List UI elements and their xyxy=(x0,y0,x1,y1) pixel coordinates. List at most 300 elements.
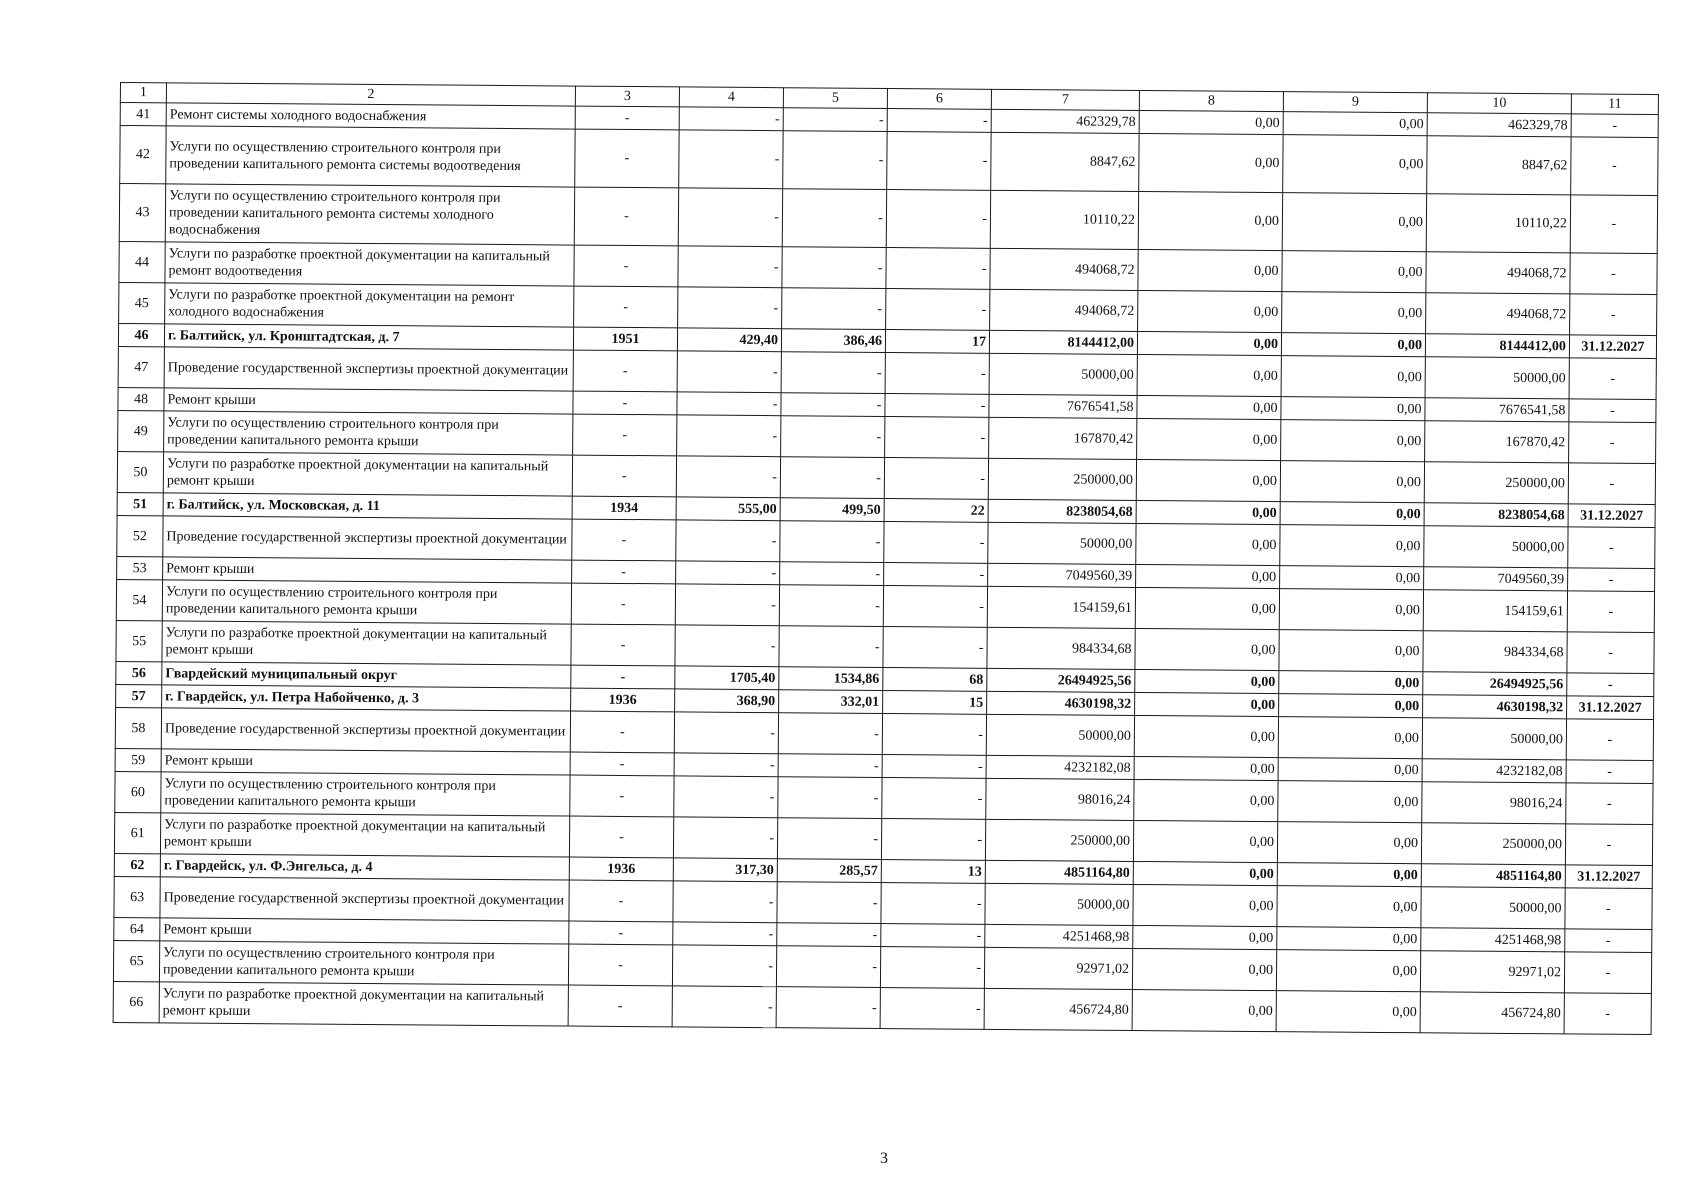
cost-owners-cell: 250000,00 xyxy=(1421,823,1565,865)
deadline-cell: - xyxy=(1569,399,1656,423)
year-cell: - xyxy=(570,775,674,817)
residents-cell: - xyxy=(886,248,990,290)
year-cell: - xyxy=(574,245,678,287)
deadline-cell: - xyxy=(1571,137,1658,196)
cost-fund-cell: 0,00 xyxy=(1136,500,1280,524)
header-cell: 10 xyxy=(1427,93,1571,114)
area-living-cell: - xyxy=(783,131,887,190)
residents-cell: 68 xyxy=(883,668,987,692)
cost-owners-cell: 494068,72 xyxy=(1426,252,1570,294)
cost-fund-cell: 0,00 xyxy=(1137,395,1281,419)
row-number-cell: 61 xyxy=(114,812,160,853)
cost-budget-cell: 0,00 xyxy=(1277,863,1421,887)
area-living-cell: 499,50 xyxy=(780,498,884,522)
area-total-cell: - xyxy=(675,625,779,667)
area-total-cell: - xyxy=(676,520,780,562)
cost-owners-cell: 50000,00 xyxy=(1424,526,1568,568)
cost-fund-cell: 0,00 xyxy=(1137,331,1281,355)
cost-total-cell: 7676541,58 xyxy=(989,394,1137,418)
area-total-cell: - xyxy=(673,881,777,923)
row-number-cell: 52 xyxy=(117,515,163,556)
area-total-cell: - xyxy=(679,107,783,131)
cost-fund-cell: 0,00 xyxy=(1132,948,1276,990)
year-cell: 1934 xyxy=(572,496,676,520)
cost-owners-cell: 462329,78 xyxy=(1427,113,1571,137)
cost-total-cell: 92971,02 xyxy=(984,947,1132,989)
residents-cell: - xyxy=(882,778,986,820)
area-living-cell: - xyxy=(782,247,886,289)
deadline-cell: - xyxy=(1565,888,1652,930)
residents-cell: - xyxy=(884,522,988,564)
cost-owners-cell: 8238054,68 xyxy=(1424,503,1568,527)
cost-total-cell: 494068,72 xyxy=(990,289,1138,331)
cost-owners-cell: 98016,24 xyxy=(1422,782,1566,824)
work-name-cell: Ремонт системы холодного водоснабжения xyxy=(166,103,575,129)
area-living-cell: - xyxy=(776,987,880,1029)
cost-budget-cell: 0,00 xyxy=(1279,694,1423,718)
residents-cell: - xyxy=(885,353,989,395)
header-cell: 9 xyxy=(1283,92,1427,113)
residents-cell: - xyxy=(882,755,986,779)
area-living-cell: - xyxy=(781,393,885,417)
work-name-cell: Услуги по разработке проектной документации на капитальный ремонт крыши xyxy=(160,813,569,857)
cost-total-cell: 50000,00 xyxy=(988,522,1136,564)
area-total-cell: - xyxy=(675,584,779,626)
area-total-cell: - xyxy=(674,776,778,818)
row-number-cell: 57 xyxy=(116,684,162,707)
area-total-cell: - xyxy=(673,817,777,859)
cost-fund-cell: 0,00 xyxy=(1135,628,1279,670)
cost-fund-cell: 0,00 xyxy=(1137,418,1281,460)
cost-fund-cell: 0,00 xyxy=(1132,989,1276,1031)
area-living-cell: 285,57 xyxy=(777,859,881,883)
area-living-cell: 1534,86 xyxy=(779,667,883,691)
work-name-cell: г. Гвардейск, ул. Петра Набойченко, д. 3 xyxy=(162,685,571,711)
year-cell: - xyxy=(570,711,674,753)
residents-cell: - xyxy=(886,190,990,249)
residents-cell: 17 xyxy=(885,330,989,354)
area-total-cell: - xyxy=(678,188,782,247)
cost-owners-cell: 10110,22 xyxy=(1426,194,1570,253)
cost-budget-cell: 0,00 xyxy=(1278,781,1422,823)
area-total-cell: - xyxy=(672,986,776,1028)
cost-total-cell: 494068,72 xyxy=(990,248,1138,290)
year-cell: - xyxy=(571,583,675,625)
area-total-cell: - xyxy=(677,392,781,416)
year-cell: 1951 xyxy=(573,327,677,351)
cost-owners-cell: 92971,02 xyxy=(1420,951,1564,993)
cost-budget-cell: 0,00 xyxy=(1277,927,1421,951)
cost-owners-cell: 167870,42 xyxy=(1425,421,1569,463)
cost-budget-cell: 0,00 xyxy=(1280,461,1424,503)
header-cell: 4 xyxy=(679,87,783,108)
work-name-cell: Услуги по разработке проектной документации на капитальный ремонт крыши xyxy=(162,621,571,665)
cost-fund-cell: 0,00 xyxy=(1136,564,1280,588)
cost-total-cell: 98016,24 xyxy=(986,778,1134,820)
area-total-cell: 1705,40 xyxy=(675,666,779,690)
year-cell: - xyxy=(574,187,678,246)
work-name-cell: Гвардейский муниципальный округ xyxy=(162,662,571,688)
cost-owners-cell: 4851164,80 xyxy=(1421,864,1565,888)
cost-total-cell: 4851164,80 xyxy=(985,860,1133,884)
year-cell: - xyxy=(572,560,676,584)
area-total-cell: - xyxy=(677,351,781,393)
year-cell: - xyxy=(575,129,679,188)
cost-total-cell: 456724,80 xyxy=(984,988,1132,1030)
row-number-cell: 54 xyxy=(116,579,162,620)
work-name-cell: г. Балтийск, ул. Московская, д. 11 xyxy=(163,493,572,519)
work-name-cell: Ремонт крыши xyxy=(164,388,573,414)
row-number-cell: 53 xyxy=(117,556,163,579)
work-name-cell: Проведение государственной экспертизы проектной документации xyxy=(161,708,570,752)
work-name-cell: Услуги по осуществлению строительного контроля при проведении капитального ремонта крыши xyxy=(162,580,571,624)
area-living-cell: 386,46 xyxy=(781,329,885,353)
cost-budget-cell: 0,00 xyxy=(1282,193,1426,252)
cost-budget-cell: 0,00 xyxy=(1279,630,1423,672)
cost-budget-cell: 0,00 xyxy=(1280,502,1424,526)
year-cell: - xyxy=(569,816,673,858)
residents-cell: - xyxy=(885,417,989,459)
cost-budget-cell: 0,00 xyxy=(1276,950,1420,992)
header-cell: 2 xyxy=(166,83,575,106)
deadline-cell: - xyxy=(1569,422,1656,464)
deadline-cell: - xyxy=(1567,673,1654,697)
area-total-cell: - xyxy=(673,922,777,946)
deadline-cell: 31.12.2027 xyxy=(1565,865,1652,889)
cost-budget-cell: 0,00 xyxy=(1281,397,1425,421)
row-number-cell: 56 xyxy=(116,661,162,684)
area-total-cell: 555,00 xyxy=(676,497,780,521)
cost-owners-cell: 26494925,56 xyxy=(1423,672,1567,696)
row-number-cell: 43 xyxy=(119,184,165,242)
year-cell: 1936 xyxy=(569,857,673,881)
year-cell: - xyxy=(573,414,677,456)
header-cell: 1 xyxy=(120,83,166,103)
row-number-cell: 48 xyxy=(118,387,164,410)
area-living-cell: - xyxy=(780,457,884,499)
row-number-cell: 62 xyxy=(114,853,160,876)
cost-owners-cell: 50000,00 xyxy=(1425,357,1569,399)
cost-fund-cell: 0,00 xyxy=(1133,925,1277,949)
row-number-cell: 64 xyxy=(114,917,160,940)
row-number-cell: 46 xyxy=(118,323,164,346)
area-living-cell: - xyxy=(778,754,882,778)
deadline-cell: - xyxy=(1564,952,1651,994)
residents-cell: 13 xyxy=(881,860,985,884)
deadline-cell: - xyxy=(1571,114,1658,138)
cost-fund-cell: 0,00 xyxy=(1138,291,1282,333)
deadline-cell: 31.12.2027 xyxy=(1567,696,1654,720)
work-name-cell: Услуги по разработке проектной документации на ремонт холодного водоснабжения xyxy=(165,283,574,327)
work-name-cell: г. Балтийск, ул. Кронштадтская, д. 7 xyxy=(164,324,573,350)
deadline-cell: - xyxy=(1570,253,1657,295)
cost-budget-cell: 0,00 xyxy=(1281,420,1425,462)
deadline-cell: - xyxy=(1569,358,1656,400)
residents-cell: - xyxy=(880,947,984,989)
area-living-cell: 332,01 xyxy=(779,690,883,714)
row-number-cell: 45 xyxy=(119,282,165,323)
cost-budget-cell: 0,00 xyxy=(1282,251,1426,293)
deadline-cell: - xyxy=(1566,760,1653,784)
page-number: 3 xyxy=(880,1150,888,1167)
area-living-cell: - xyxy=(779,585,883,627)
cost-budget-cell: 0,00 xyxy=(1283,135,1427,194)
cost-fund-cell: 0,00 xyxy=(1138,250,1282,292)
residents-cell: - xyxy=(880,988,984,1030)
cost-budget-cell: 0,00 xyxy=(1281,356,1425,398)
deadline-cell: - xyxy=(1570,195,1657,254)
work-name-cell: Ремонт крыши xyxy=(160,918,569,944)
work-name-cell: Проведение государственной экспертизы проектной документации xyxy=(164,347,573,391)
cost-owners-cell: 250000,00 xyxy=(1424,462,1568,504)
year-cell: - xyxy=(574,286,678,328)
cost-fund-cell: 0,00 xyxy=(1136,459,1280,501)
area-total-cell: - xyxy=(674,753,778,777)
residents-cell: - xyxy=(887,109,991,133)
cost-owners-cell: 50000,00 xyxy=(1422,718,1566,760)
cost-owners-cell: 4630198,32 xyxy=(1423,695,1567,719)
cost-fund-cell: 0,00 xyxy=(1134,756,1278,780)
cost-owners-cell: 4251468,98 xyxy=(1421,928,1565,952)
work-name-cell: г. Гвардейск, ул. Ф.Энгельса, д. 4 xyxy=(160,854,569,880)
area-total-cell: - xyxy=(677,415,781,457)
header-cell: 8 xyxy=(1139,91,1283,112)
work-name-cell: Услуги по осуществлению строительного контроля при проведении капитального ремонта крыши xyxy=(164,411,573,455)
deadline-cell: - xyxy=(1566,719,1653,761)
cost-fund-cell: 0,00 xyxy=(1139,111,1283,135)
work-name-cell: Услуги по осуществлению строительного контроля при проведении капитального ремонта крыши xyxy=(161,772,570,816)
row-number-cell: 60 xyxy=(115,771,161,812)
deadline-cell: - xyxy=(1568,463,1655,505)
deadline-cell: - xyxy=(1568,568,1655,592)
row-number-cell: 50 xyxy=(117,451,163,492)
year-cell: - xyxy=(571,624,675,666)
cost-total-cell: 154159,61 xyxy=(987,586,1135,628)
area-living-cell: - xyxy=(781,416,885,458)
residents-cell: - xyxy=(883,627,987,669)
area-living-cell: - xyxy=(780,562,884,586)
cost-total-cell: 50000,00 xyxy=(989,353,1137,395)
deadline-cell: - xyxy=(1565,824,1652,866)
cost-budget-cell: 0,00 xyxy=(1281,333,1425,357)
deadline-cell: - xyxy=(1570,294,1657,336)
cost-owners-cell: 456724,80 xyxy=(1420,992,1564,1034)
cost-fund-cell: 0,00 xyxy=(1139,134,1283,193)
deadline-cell: - xyxy=(1564,993,1651,1035)
cost-budget-cell: 0,00 xyxy=(1282,292,1426,334)
row-number-cell: 49 xyxy=(118,410,164,451)
row-number-cell: 65 xyxy=(113,940,159,981)
header-cell: 6 xyxy=(887,89,991,110)
cost-total-cell: 7049560,39 xyxy=(988,563,1136,587)
cost-owners-cell: 8144412,00 xyxy=(1425,334,1569,358)
cost-budget-cell: 0,00 xyxy=(1278,717,1422,759)
cost-fund-cell: 0,00 xyxy=(1134,779,1278,821)
cost-owners-cell: 7049560,39 xyxy=(1424,567,1568,591)
cost-owners-cell: 4232182,08 xyxy=(1422,759,1566,783)
row-number-cell: 47 xyxy=(118,346,164,387)
area-total-cell: 368,90 xyxy=(675,689,779,713)
cost-budget-cell: 0,00 xyxy=(1277,822,1421,864)
work-name-cell: Ремонт крыши xyxy=(163,557,572,583)
cost-total-cell: 167870,42 xyxy=(989,417,1137,459)
header-cell: 7 xyxy=(991,89,1139,110)
area-total-cell: - xyxy=(678,246,782,288)
row-number-cell: 59 xyxy=(115,748,161,771)
residents-cell: - xyxy=(881,924,985,948)
year-cell: - xyxy=(569,921,673,945)
cost-total-cell: 8144412,00 xyxy=(989,330,1137,354)
cost-total-cell: 250000,00 xyxy=(985,819,1133,861)
year-cell: - xyxy=(569,880,673,922)
area-living-cell: - xyxy=(780,521,884,563)
residents-cell: - xyxy=(887,132,991,191)
row-number-cell: 51 xyxy=(117,492,163,515)
area-total-cell: - xyxy=(679,130,783,189)
area-living-cell: - xyxy=(777,923,881,947)
program-table xyxy=(113,82,1659,1035)
deadline-cell: - xyxy=(1566,783,1653,825)
residents-cell: - xyxy=(881,883,985,925)
residents-cell: - xyxy=(882,714,986,756)
cost-total-cell: 8847,62 xyxy=(991,132,1139,191)
cost-budget-cell: 0,00 xyxy=(1278,758,1422,782)
cost-total-cell: 10110,22 xyxy=(990,190,1138,249)
cost-owners-cell: 984334,68 xyxy=(1423,631,1567,673)
cost-fund-cell: 0,00 xyxy=(1133,820,1277,862)
cost-budget-cell: 0,00 xyxy=(1280,525,1424,567)
work-name-cell: Услуги по разработке проектной документации на капитальный ремонт водоотведения xyxy=(165,242,574,286)
row-number-cell: 42 xyxy=(120,126,166,184)
year-cell: - xyxy=(573,391,677,415)
cost-budget-cell: 0,00 xyxy=(1279,589,1423,631)
residents-cell: 15 xyxy=(883,691,987,715)
area-living-cell: - xyxy=(779,626,883,668)
area-living-cell: - xyxy=(777,818,881,860)
deadline-cell: - xyxy=(1567,632,1654,674)
area-total-cell: - xyxy=(674,712,778,754)
year-cell: 1936 xyxy=(571,688,675,712)
work-name-cell: Проведение государственной экспертизы проектной документации xyxy=(160,877,569,921)
residents-cell: - xyxy=(881,819,985,861)
cost-owners-cell: 8847,62 xyxy=(1427,136,1571,195)
work-name-cell: Услуги по осуществлению строительного контроля при проведении капитального ремонта системы водоотведения xyxy=(166,126,575,187)
row-number-cell: 66 xyxy=(113,981,159,1022)
area-living-cell: - xyxy=(783,108,887,132)
header-cell: 5 xyxy=(783,88,887,109)
cost-owners-cell: 494068,72 xyxy=(1426,293,1570,335)
cost-fund-cell: 0,00 xyxy=(1135,669,1279,693)
cost-budget-cell: 0,00 xyxy=(1277,886,1421,928)
cost-owners-cell: 50000,00 xyxy=(1421,887,1565,929)
deadline-cell: - xyxy=(1568,527,1655,569)
year-cell: - xyxy=(568,985,672,1027)
cost-budget-cell: 0,00 xyxy=(1280,566,1424,590)
cost-total-cell: 984334,68 xyxy=(987,627,1135,669)
residents-cell: - xyxy=(886,289,990,331)
header-cell: 11 xyxy=(1571,94,1658,115)
deadline-cell: 31.12.2027 xyxy=(1568,504,1655,528)
row-number-cell: 63 xyxy=(114,876,160,917)
area-living-cell: - xyxy=(777,882,881,924)
cost-total-cell: 4232182,08 xyxy=(986,755,1134,779)
cost-total-cell: 26494925,56 xyxy=(987,668,1135,692)
row-number-cell: 55 xyxy=(116,620,162,661)
cost-fund-cell: 0,00 xyxy=(1135,587,1279,629)
cost-total-cell: 250000,00 xyxy=(988,458,1136,500)
area-living-cell: - xyxy=(776,946,880,988)
year-cell: - xyxy=(573,350,677,392)
cost-fund-cell: 0,00 xyxy=(1136,523,1280,565)
cost-budget-cell: 0,00 xyxy=(1279,671,1423,695)
area-living-cell: - xyxy=(782,288,886,330)
year-cell: - xyxy=(571,665,675,689)
cost-total-cell: 50000,00 xyxy=(986,714,1134,756)
area-total-cell: - xyxy=(676,561,780,585)
year-cell: - xyxy=(568,944,672,986)
deadline-cell: - xyxy=(1565,929,1652,953)
work-name-cell: Проведение государственной экспертизы проектной документации xyxy=(163,516,572,560)
row-number-cell: 41 xyxy=(120,103,166,126)
area-total-cell: 317,30 xyxy=(673,858,777,882)
cost-total-cell: 462329,78 xyxy=(991,109,1139,133)
cost-fund-cell: 0,00 xyxy=(1135,692,1279,716)
area-living-cell: - xyxy=(778,777,882,819)
header-cell: 3 xyxy=(575,86,679,107)
cost-budget-cell: 0,00 xyxy=(1283,112,1427,136)
cost-total-cell: 8238054,68 xyxy=(988,499,1136,523)
cost-budget-cell: 0,00 xyxy=(1276,991,1420,1033)
work-name-cell: Ремонт крыши xyxy=(161,749,570,775)
area-total-cell: - xyxy=(676,456,780,498)
cost-total-cell: 4251468,98 xyxy=(985,924,1133,948)
row-number-cell: 44 xyxy=(119,241,165,282)
cost-fund-cell: 0,00 xyxy=(1138,192,1282,251)
area-total-cell: - xyxy=(672,945,776,987)
area-living-cell: - xyxy=(782,189,886,248)
work-name-cell: Услуги по осуществлению строительного контроля при проведении капитального ремонта системы холодного водоснабжения xyxy=(165,184,574,245)
area-total-cell: 429,40 xyxy=(677,328,781,352)
year-cell: - xyxy=(572,455,676,497)
cost-fund-cell: 0,00 xyxy=(1137,354,1281,396)
cost-total-cell: 50000,00 xyxy=(985,883,1133,925)
cost-owners-cell: 154159,61 xyxy=(1423,590,1567,632)
cost-total-cell: 4630198,32 xyxy=(987,691,1135,715)
table-body xyxy=(113,83,1658,1035)
cost-fund-cell: 0,00 xyxy=(1134,715,1278,757)
residents-cell: - xyxy=(884,458,988,500)
year-cell: - xyxy=(575,106,679,130)
area-living-cell: - xyxy=(781,352,885,394)
area-total-cell: - xyxy=(678,287,782,329)
residents-cell: - xyxy=(883,586,987,628)
residents-cell: - xyxy=(885,394,989,418)
deadline-cell: 31.12.2027 xyxy=(1569,335,1656,359)
work-name-cell: Услуги по разработке проектной документации на капитальный ремонт крыши xyxy=(159,982,568,1026)
year-cell: - xyxy=(572,519,676,561)
cost-fund-cell: 0,00 xyxy=(1133,884,1277,926)
year-cell: - xyxy=(570,752,674,776)
residents-cell: 22 xyxy=(884,499,988,523)
cost-fund-cell: 0,00 xyxy=(1133,861,1277,885)
cost-owners-cell: 7676541,58 xyxy=(1425,398,1569,422)
work-name-cell: Услуги по осуществлению строительного контроля при проведении капитального ремонта крыши xyxy=(159,941,568,985)
work-name-cell: Услуги по разработке проектной документации на капитальный ремонт крыши xyxy=(163,452,572,496)
deadline-cell: - xyxy=(1567,591,1654,633)
residents-cell: - xyxy=(884,563,988,587)
area-living-cell: - xyxy=(778,713,882,755)
row-number-cell: 58 xyxy=(115,707,161,748)
